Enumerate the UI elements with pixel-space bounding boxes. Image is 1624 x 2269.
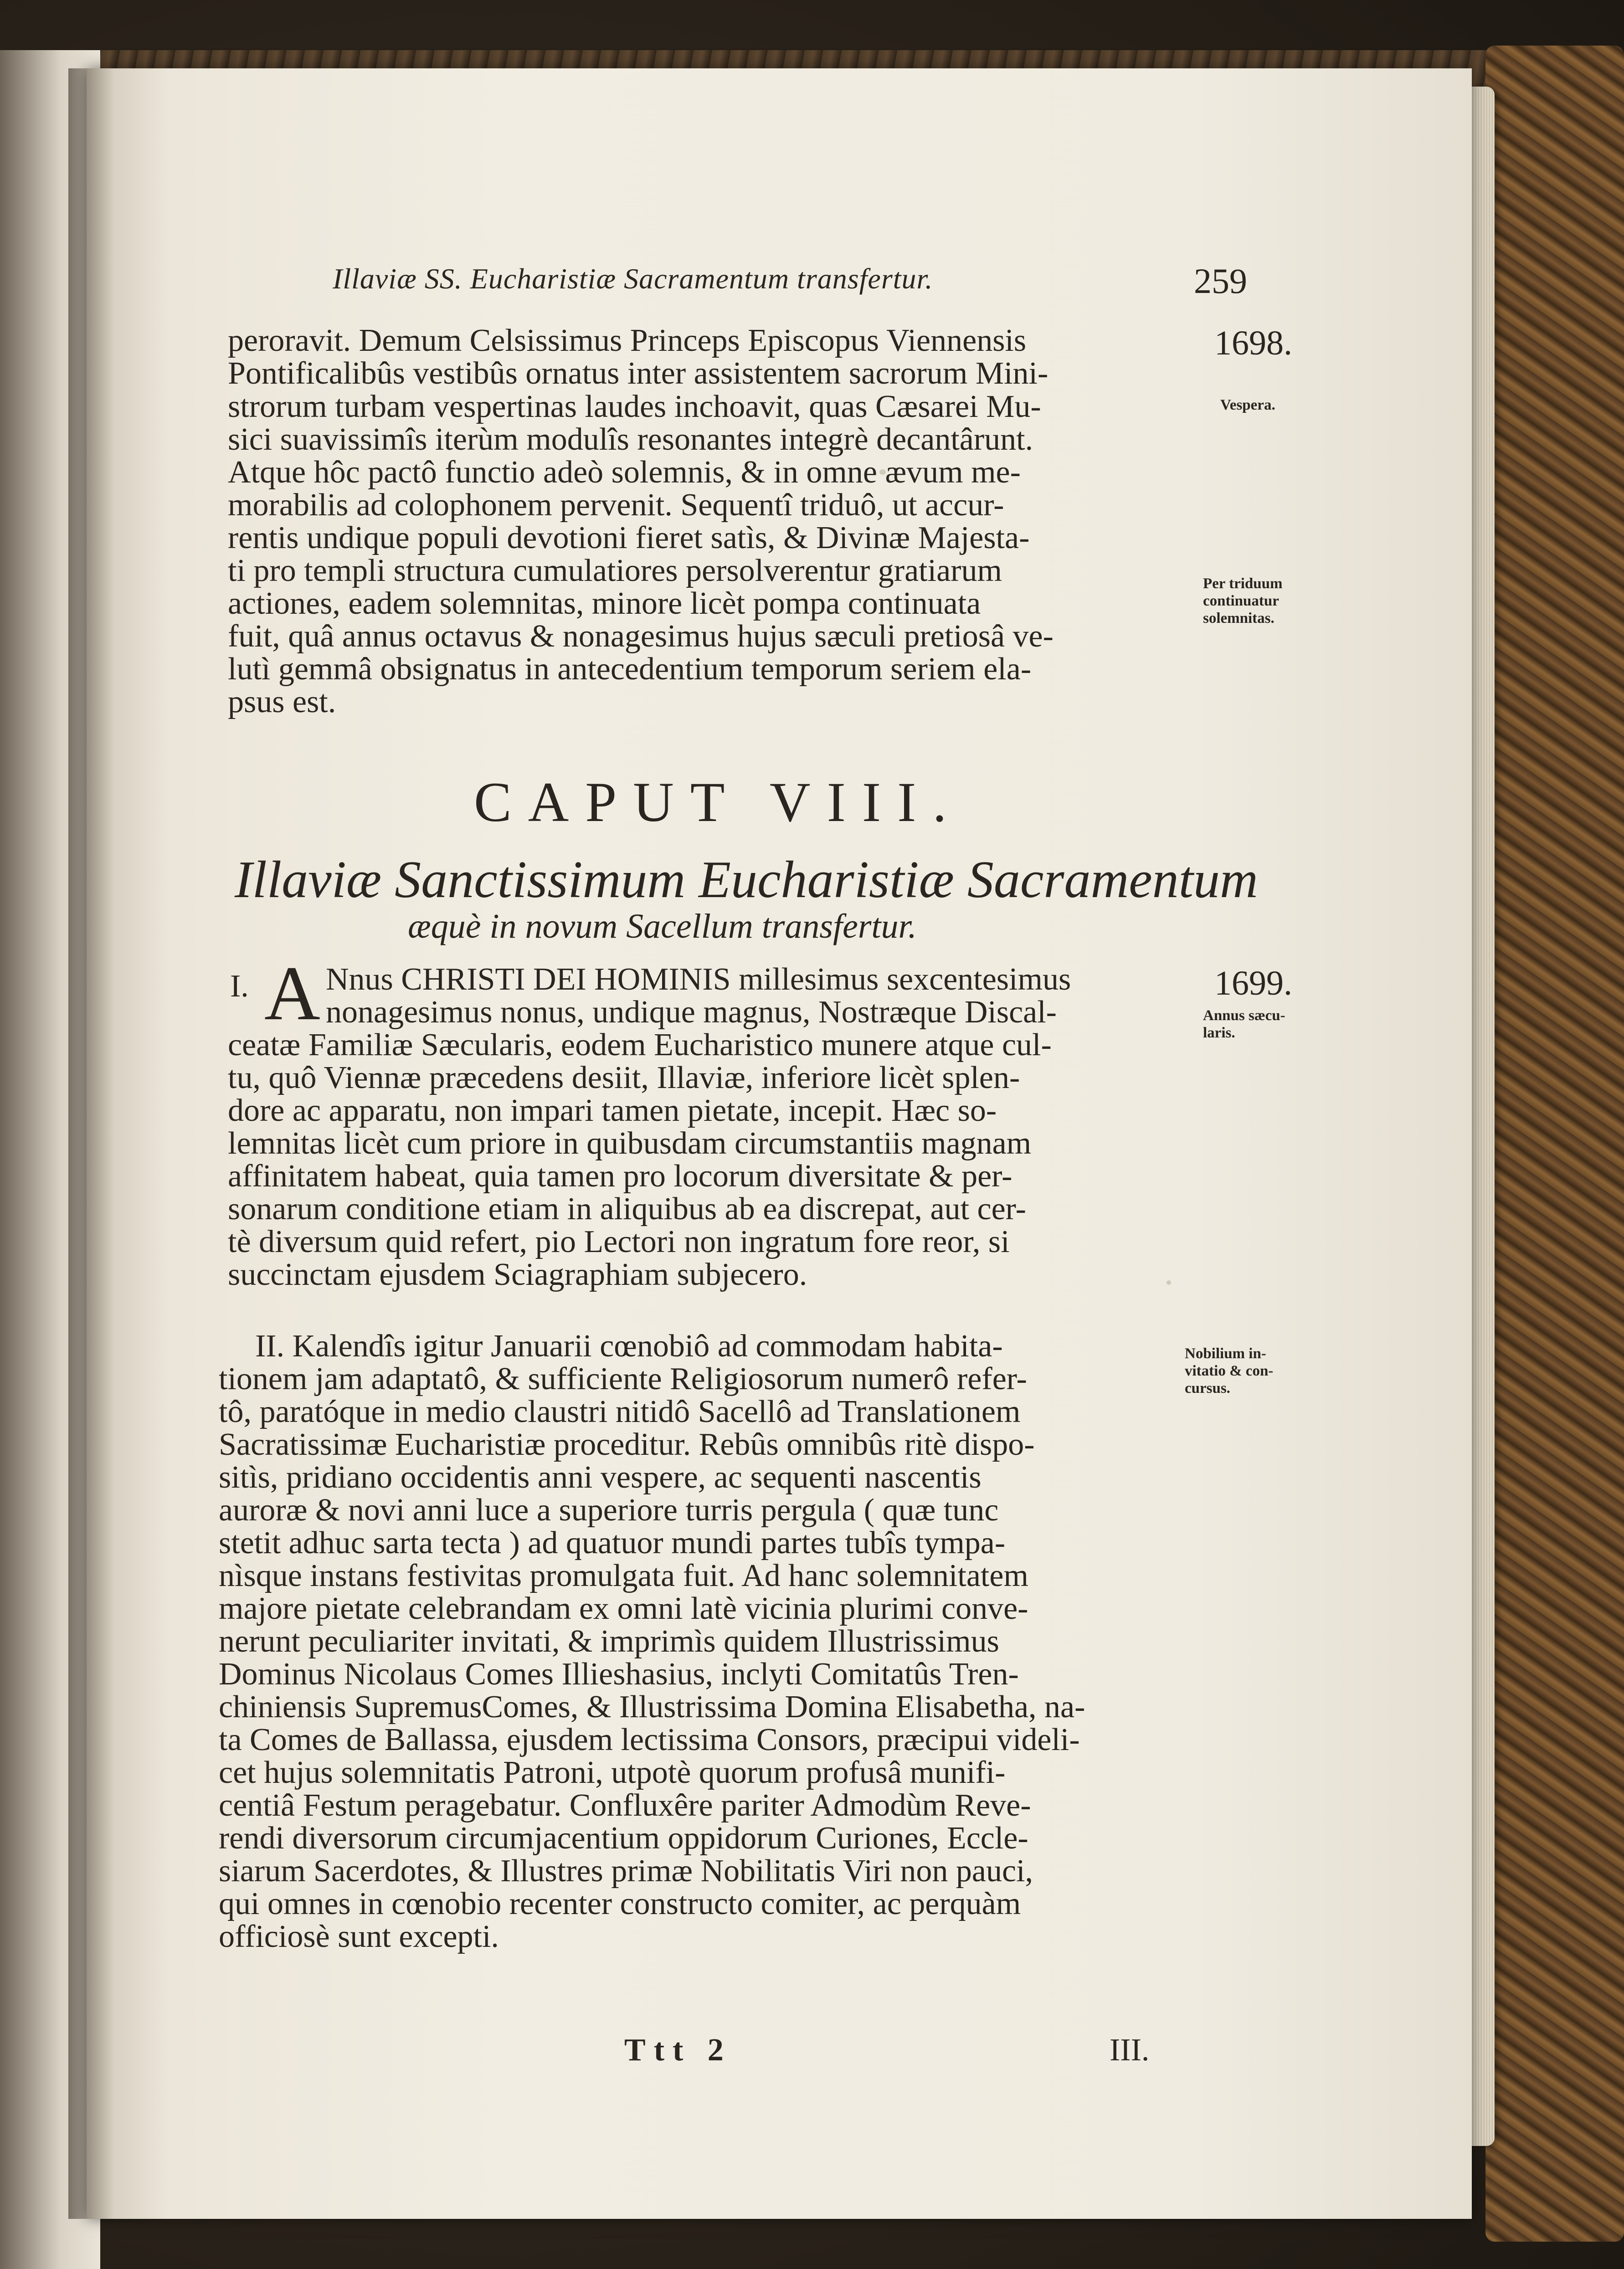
text-line: majore pietate celebrandam ex omni latè vicinia plurimi conve- (219, 1591, 1028, 1626)
margin-note-nobilium: Nobilium in- vitatio & con- cursus. (1185, 1345, 1274, 1396)
text-line: morabilis ad colophonem pervenit. Sequentî triduô, ut accur- (228, 488, 1004, 523)
text-line: ti pro templi structura cumulatiores persolverentur gratiarum (228, 553, 1002, 588)
text-line: tu, quô Viennæ præcedens desiit, Illaviæ, inferiore licèt splen- (228, 1060, 1020, 1095)
text-line: peroravit. Demum Celsissimus Princeps Episcopus Viennensis (228, 323, 1027, 358)
text-line: siarum Sacerdotes, & Illustres primæ Nobilitatis Viri non pauci, (219, 1853, 1033, 1889)
page-number: 259 (1194, 261, 1247, 301)
text-line: Atque hôc pactô functio adeò solemnis, & in omne ævum me- (228, 455, 1021, 490)
text-line: ta Comes de Ballassa, ejusdem lectissima Consors, præcipui videli- (219, 1722, 1080, 1757)
text-line: Sacratissimæ Eucharistiæ proceditur. Rebûs omnibûs ritè dispo- (219, 1427, 1035, 1462)
text-line: tè diversum quid refert, pio Lectori non ingratum fore reor, si (228, 1224, 1010, 1259)
chapter-heading: CAPUT VIII. (474, 771, 963, 833)
text-line: chiniensis SupremusComes, & Illustrissima Domina Elisabetha, na- (219, 1689, 1085, 1725)
text-line: officiosè sunt excepti. (219, 1919, 499, 1954)
text-line: psus est. (228, 684, 336, 719)
text-line: dore ac apparatu, non impari tamen pietate, incepit. Hæc so- (228, 1093, 997, 1128)
text-line: Pontificalibûs vestibûs ornatus inter assistentem sacrorum Mini- (228, 356, 1048, 391)
text-line: cet hujus solemnitatis Patroni, utpotè quorum profusâ munifi- (219, 1755, 1006, 1790)
chapter-title-line-1: Illaviæ Sanctissimum Eucharistiæ Sacramentum (235, 851, 1258, 909)
section-number: I. (230, 969, 249, 1004)
text-line: sonarum conditione etiam in aliquibus ab ea discrepat, aut cer- (228, 1191, 1026, 1227)
text-line: rendi diversorum circumjacentium oppidorum Curiones, Eccle- (219, 1821, 1028, 1856)
text-line: fuit, quâ annus octavus & nonagesimus hujus sæculi pretiosâ ve- (228, 619, 1054, 654)
text-line: Dominus Nicolaus Comes Illieshasius, inclyti Comitatûs Tren- (219, 1657, 1019, 1692)
text-line: affinitatem habeat, quia tamen pro locorum diversitate & per- (228, 1159, 1012, 1194)
margin-note-triduum: Per triduum continuatur solemnitas. (1203, 575, 1283, 626)
text-line: tionem jam adaptatô, & sufficiente Religiosorum numerô refer- (219, 1361, 1027, 1396)
running-head: Illaviæ SS. Eucharistiæ Sacramentum transfertur. (333, 262, 933, 295)
text-line: II. Kalendîs igitur Januarii cœnobiô ad commodam habita- (255, 1329, 1003, 1364)
text-line: actiones, eadem solemnitas, minore licèt pompa continuata (228, 586, 981, 621)
catchword: III. (1110, 2033, 1150, 2068)
margin-note-annus: Annus sæcu- laris. (1203, 1007, 1285, 1041)
text-line: ceatæ Familiæ Sæcularis, eodem Eucharistico munere atque cul- (228, 1027, 1052, 1063)
text-line: strorum turbam vespertinas laudes inchoavit, quas Cæsarei Mu- (228, 389, 1041, 424)
text-line: lemnitas licèt cum priore in quibusdam circumstantiis magnam (228, 1126, 1032, 1161)
margin-year-1698: 1698. (1214, 324, 1292, 362)
text-line: nerunt peculiariter invitati, & imprimìs quidem Illustrissimus (219, 1624, 999, 1659)
text-line: stetit adhuc sarta tecta ) ad quatuor mundi partes tubîs tympa- (219, 1525, 1006, 1561)
text-line: succinctam ejusdem Sciagraphiam subjecero. (228, 1257, 807, 1292)
gutter-shadow (68, 68, 114, 2219)
margin-year-1699: 1699. (1214, 964, 1292, 1002)
chapter-title-line-2: æquè in novum Sacellum transfertur. (408, 907, 917, 945)
signature-mark: Ttt 2 (624, 2033, 732, 2068)
drop-cap: A (264, 950, 320, 1036)
text-line: nonagesimus nonus, undique magnus, Nostræque Discal- (326, 995, 1057, 1030)
paper-speck (1167, 1280, 1171, 1285)
text-line: sitìs, pridiano occidentis anni vespere, ac sequenti nascentis (219, 1460, 982, 1495)
text-line: Nnus CHRISTI DEI HOMINIS millesimus sexcentesimus (326, 962, 1071, 997)
text-line: nìsque instans festivitas promulgata fuit. Ad hanc solemnitatem (219, 1558, 1028, 1593)
text-line: tô, paratóque in medio claustri nitidô Sacellô ad Translationem (219, 1394, 1021, 1429)
text-line: centiâ Festum peragebatur. Confluxêre pariter Admodùm Reve- (219, 1788, 1031, 1823)
text-line: sici suavissimîs iterùm modulîs resonantes integrè decantârunt. (228, 422, 1033, 457)
text-line: lutì gemmâ obsignatus in antecedentium temporum seriem ela- (228, 652, 1032, 687)
text-line: auroræ & novi anni luce a superiore turris pergula ( quæ tunc (219, 1493, 999, 1528)
book-cover-marbled-edge (1485, 46, 1624, 2242)
text-line: rentis undique populi devotioni fieret satìs, & Divinæ Majesta- (228, 520, 1030, 555)
margin-note-vespera: Vespera. (1220, 397, 1275, 413)
text-line: qui omnes in cœnobio recenter constructo comiter, ac perquàm (219, 1886, 1021, 1921)
